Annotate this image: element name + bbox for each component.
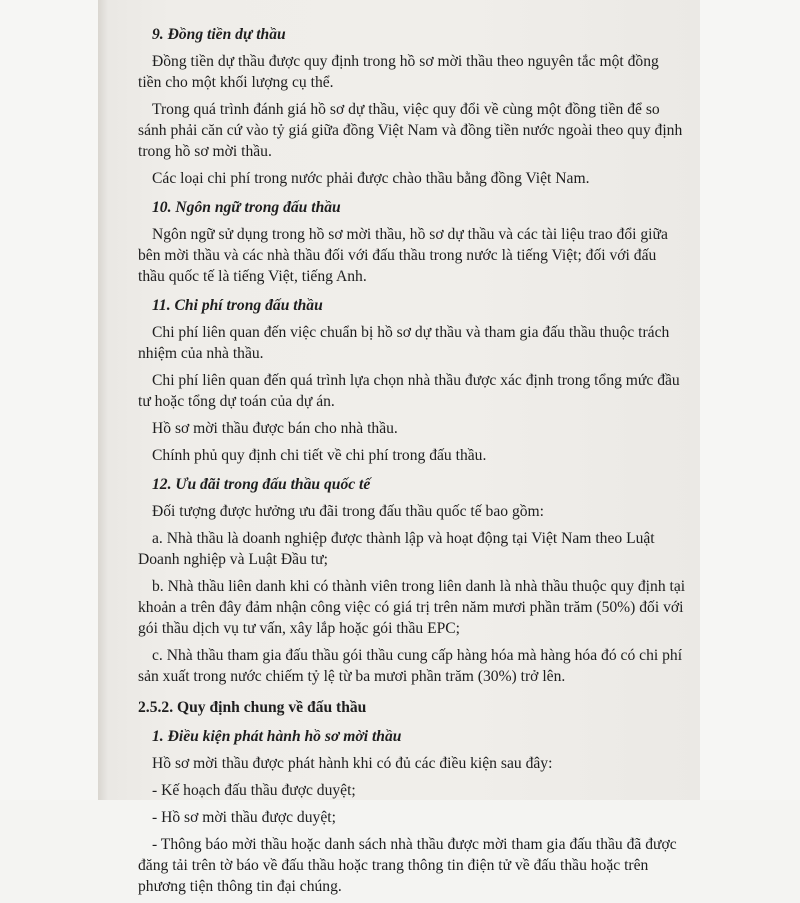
paragraph: Chi phí liên quan đến quá trình lựa chọn nhà thầu được xác định trong tổng mức đầu tư hoặc tổng dự toán của dự án. — [138, 372, 680, 410]
page-spine-shadow — [98, 0, 108, 800]
heading-10: 10. Ngôn ngữ trong đấu thầu — [152, 199, 341, 216]
subsection-heading-1: 1. Điều kiện phát hành hồ sơ mời thầu — [152, 728, 402, 745]
paragraph: a. Nhà thầu là doanh nghiệp được thành lập và hoạt động tại Việt Nam theo Luật Doanh nghiệp và Luật Đầu tư; — [138, 530, 655, 568]
page-text — [138, 24, 686, 903]
heading-9: 9. Đồng tiền dự thầu — [152, 26, 286, 43]
paragraph: b. Nhà thầu liên danh khi có thành viên trong liên danh là nhà thầu thuộc quy định tại khoản a trên đây đảm nhận công việc có giá trị trên năm mươi phần trăm (50%) đối với gói thầu dịch vụ tư vấn, xây lắp hoặc gói thầu EPC; — [138, 578, 686, 637]
book-page — [98, 0, 700, 895]
paragraph: Hồ sơ mời thầu được bán cho nhà thầu. — [152, 420, 398, 437]
heading-12: 12. Ưu đãi trong đấu thầu quốc tế — [152, 476, 371, 493]
paragraph: Hồ sơ mời thầu được phát hành khi có đủ các điều kiện sau đây: — [152, 755, 553, 772]
paragraph: Chính phủ quy định chi tiết về chi phí trong đấu thầu. — [152, 447, 487, 464]
paragraph: - Hồ sơ mời thầu được duyệt; — [152, 809, 336, 826]
paragraph: Trong quá trình đánh giá hồ sơ dự thầu, việc quy đổi về cùng một đồng tiền để so sánh phải căn cứ vào tỷ giá giữa đồng Việt Nam và đồng tiền nước ngoài theo quy định trong hồ sơ mời thầu. — [138, 101, 683, 160]
paragraph: - Thông báo mời thầu hoặc danh sách nhà thầu được mời tham gia đấu thầu đã được đăng tải trên tờ báo về đấu thầu hoặc trang thông tin điện tử về đấu thầu hoặc trên phương tiện thông tin đại chúng. — [138, 836, 677, 895]
paragraph: Ngôn ngữ sử dụng trong hồ sơ mời thầu, hồ sơ dự thầu và các tài liệu trao đổi giữa bên mời thầu và các nhà thầu đối với đấu thầu trong nước là tiếng Việt; đối với đấu thầu quốc tế là tiếng Việt, tiếng Anh. — [138, 226, 668, 285]
paragraph: - Kế hoạch đấu thầu được duyệt; — [152, 782, 356, 799]
paragraph: Chi phí liên quan đến việc chuẩn bị hồ sơ dự thầu và tham gia đấu thầu thuộc trách nhiệm của nhà thầu. — [138, 324, 670, 362]
paragraph: Đối tượng được hưởng ưu đãi trong đấu thầu quốc tế bao gồm: — [152, 503, 545, 520]
section-heading-2-5-2: 2.5.2. Quy định chung về đấu thầu — [138, 699, 367, 716]
paragraph: c. Nhà thầu tham gia đấu thầu gói thầu cung cấp hàng hóa mà hàng hóa đó có chi phí sản xuất trong nước chiếm tỷ lệ từ ba mươi phần trăm (30%) trở lên. — [138, 647, 683, 685]
heading-11: 11. Chi phí trong đấu thầu — [152, 297, 323, 314]
paragraph: Đồng tiền dự thầu được quy định trong hồ sơ mời thầu theo nguyên tắc một đồng tiền cho một khối lượng cụ thể. — [138, 53, 659, 91]
paragraph: Các loại chi phí trong nước phải được chào thầu bằng đồng Việt Nam. — [152, 170, 590, 187]
